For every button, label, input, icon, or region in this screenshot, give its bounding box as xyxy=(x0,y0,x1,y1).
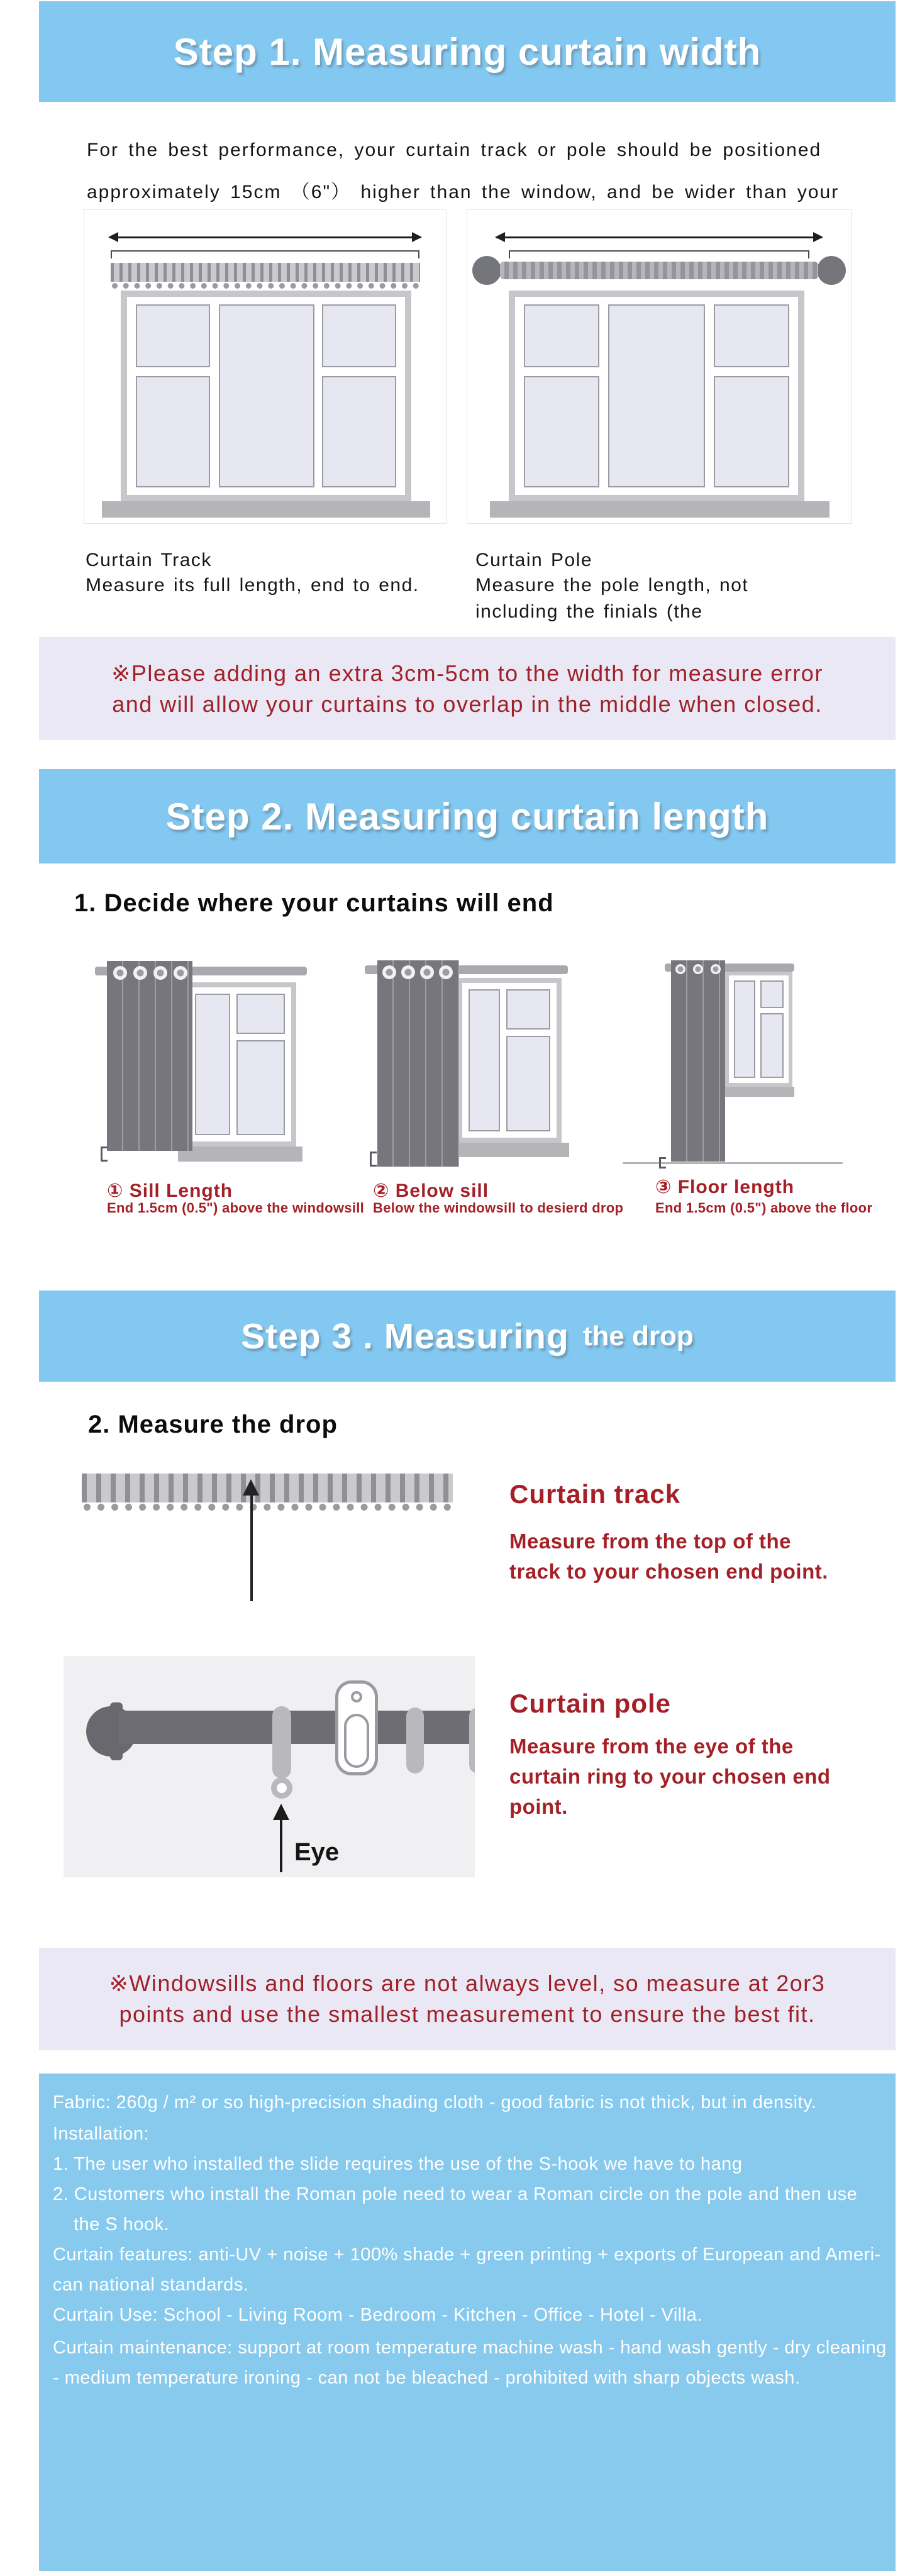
windowsill xyxy=(490,501,830,518)
step3-banner-sublabel: the drop xyxy=(582,1320,694,1352)
window-pane xyxy=(506,989,550,1030)
window-graphic xyxy=(184,982,296,1146)
grommet-icon xyxy=(174,966,187,980)
option-below-title: ② Below sill xyxy=(373,1180,489,1201)
window-frame xyxy=(462,983,557,1138)
window-graphic xyxy=(725,972,792,1087)
step2-banner-label: Step 2. Measuring curtain length xyxy=(165,795,769,838)
arrow-stem xyxy=(250,1494,253,1601)
window-frame xyxy=(515,297,798,495)
note-line: points and use the smallest measurement to ensure the best fit. xyxy=(119,2001,816,2027)
grommet-icon xyxy=(711,964,721,974)
curtain-graphic xyxy=(671,960,725,1162)
curtain-track-graphic xyxy=(82,1474,453,1502)
info-line: 2. Customers who install the Roman pole need to wear a Roman circle on the pole and then use xyxy=(53,2184,858,2204)
curtain-graphic xyxy=(377,960,459,1167)
width-measure-note xyxy=(39,637,896,740)
track-drop-title: Curtain track xyxy=(509,1479,681,1509)
curtain-pole-graphic xyxy=(500,262,818,279)
info-line: - medium temperature ironing - can not be bleached - prohibited with sharp objects wash. xyxy=(53,2368,801,2388)
windowsill xyxy=(453,1143,569,1157)
bracket-mark-icon xyxy=(101,1146,108,1162)
step3-banner-label: Step 3 . Measuring xyxy=(241,1316,569,1357)
step2-banner xyxy=(39,769,896,863)
window-pane xyxy=(236,994,285,1034)
window-pane xyxy=(136,376,210,487)
grommet-icon xyxy=(693,964,703,974)
option-below-desc: Below the windowsill to desierd drop xyxy=(373,1200,624,1216)
info-line: can national standards. xyxy=(53,2275,249,2295)
window-frame xyxy=(189,987,291,1141)
curtain-pole-closeup xyxy=(64,1656,475,1877)
windowsill xyxy=(102,501,430,518)
window-pane xyxy=(524,376,599,487)
option-floor-desc: End 1.5cm (0.5") above the floor xyxy=(655,1200,873,1216)
window-frame xyxy=(127,297,405,495)
window-pane xyxy=(219,304,314,487)
note-line: ※Please adding an extra 3cm-5cm to the width for measure error xyxy=(111,660,823,686)
screw-icon xyxy=(351,1691,362,1702)
info-line-use: Curtain Use: School - Living Room - Bedroom - Kitchen - Office - Hotel - Villa. xyxy=(53,2305,702,2325)
windowsill xyxy=(722,1087,794,1097)
product-info-panel xyxy=(39,2074,896,2571)
window-pane xyxy=(136,304,210,367)
pole-drop-body: point. xyxy=(509,1795,568,1818)
curtain-ring xyxy=(469,1707,475,1774)
step1-intro-line1: For the best performance, your curtain track or pole should be positioned xyxy=(87,140,822,160)
window-pane xyxy=(322,376,396,487)
window-frame xyxy=(729,975,789,1083)
grommet-icon xyxy=(153,966,167,980)
floor-line xyxy=(623,1162,843,1164)
window-pane xyxy=(714,304,789,367)
window-pane xyxy=(760,980,784,1008)
curtain-track-graphic xyxy=(111,263,420,282)
note-line: ※Windowsills and floors are not always level, so measure at 2or3 xyxy=(109,1970,826,1996)
track-caption-body: Measure its full length, end to end. xyxy=(86,575,419,596)
arrow-stem xyxy=(280,1818,282,1872)
option-floor-title: ③ Floor length xyxy=(655,1177,795,1197)
window-graphic xyxy=(509,291,804,501)
window-graphic xyxy=(121,291,411,501)
window-pane xyxy=(760,1013,784,1078)
step1-banner xyxy=(39,1,896,102)
step3-heading: 2. Measure the drop xyxy=(88,1411,338,1438)
curtain-ring xyxy=(406,1707,424,1774)
grommet-icon xyxy=(382,965,396,979)
option-sill-desc: End 1.5cm (0.5") above the windowsill xyxy=(107,1200,365,1216)
grommet-icon xyxy=(133,966,147,980)
window-pane xyxy=(608,304,705,487)
measure-extent-line xyxy=(111,250,419,258)
windowsill xyxy=(178,1146,302,1162)
pole-drop-title: Curtain pole xyxy=(509,1689,672,1718)
info-line: the S hook. xyxy=(74,2214,170,2235)
pole-drop-body: curtain ring to your chosen end xyxy=(509,1765,831,1788)
window-graphic xyxy=(457,978,562,1143)
track-drop-body: track to your chosen end point. xyxy=(509,1560,828,1583)
window-pane xyxy=(195,994,230,1135)
bracket-slot xyxy=(344,1714,369,1768)
curtain-pole-diagram xyxy=(467,209,852,524)
grommet-icon xyxy=(420,965,434,979)
info-line-installation: Installation: xyxy=(53,2124,150,2144)
double-arrow-icon xyxy=(496,236,822,238)
option-sill-title: ① Sill Length xyxy=(107,1180,233,1201)
note-line: and will allow your curtains to overlap in the middle when closed. xyxy=(112,691,823,717)
info-line-fabric: Fabric: 260g / m² or so high-precision shading cloth - good fabric is not thick, but in density. xyxy=(53,2092,817,2112)
bracket-mark-icon xyxy=(370,1152,377,1167)
arrow-up-icon xyxy=(243,1479,259,1496)
pole-caption-body: including the finials (the xyxy=(475,601,703,622)
grommet-icon xyxy=(675,964,685,974)
step3-banner xyxy=(39,1291,896,1382)
bracket-mark-icon xyxy=(659,1157,666,1169)
step1-banner-label: Step 1. Measuring curtain width xyxy=(173,30,762,73)
measure-extent-line xyxy=(509,250,809,258)
curtain-graphic xyxy=(107,961,192,1151)
curtain-track-diagram xyxy=(84,209,447,524)
window-pane xyxy=(714,376,789,487)
grommet-icon xyxy=(401,965,415,979)
level-measure-note xyxy=(39,1948,896,2050)
pole-caption-body: Measure the pole length, not xyxy=(475,575,749,596)
grommet-icon xyxy=(113,966,127,980)
pole-finial-icon xyxy=(472,256,501,285)
ring-eye-icon xyxy=(271,1777,292,1799)
window-pane xyxy=(506,1036,550,1131)
window-pane xyxy=(236,1040,285,1135)
pole-drop-body: Measure from the eye of the xyxy=(509,1735,794,1758)
window-pane xyxy=(734,980,755,1078)
pole-caption-title: Curtain Pole xyxy=(475,550,593,570)
window-pane xyxy=(469,989,500,1131)
window-pane xyxy=(322,304,396,367)
pole-bracket xyxy=(335,1680,378,1775)
eye-label: Eye xyxy=(294,1838,340,1866)
info-line-maintenance: Curtain maintenance: support at room temperature machine wash - hand wash gently - dry cleaning xyxy=(53,2338,887,2358)
window-pane xyxy=(524,304,599,367)
track-caption-title: Curtain Track xyxy=(86,550,212,570)
track-drop-body: Measure from the top of the xyxy=(509,1530,792,1553)
step2-heading: 1. Decide where your curtains will end xyxy=(74,889,554,917)
grommet-icon xyxy=(439,965,453,979)
info-line-features: Curtain features: anti-UV + noise + 100% shade + green printing + exports of European and Ameri- xyxy=(53,2245,881,2265)
step1-intro-line2: approximately 15cm （6"） higher than the window, and be wider than your xyxy=(87,182,840,203)
curtain-ring xyxy=(272,1706,291,1779)
double-arrow-icon xyxy=(109,236,421,238)
pole-finial-icon xyxy=(817,256,846,285)
info-line: 1. The user who installed the slide requires the use of the S-hook we have to hang xyxy=(53,2154,743,2174)
